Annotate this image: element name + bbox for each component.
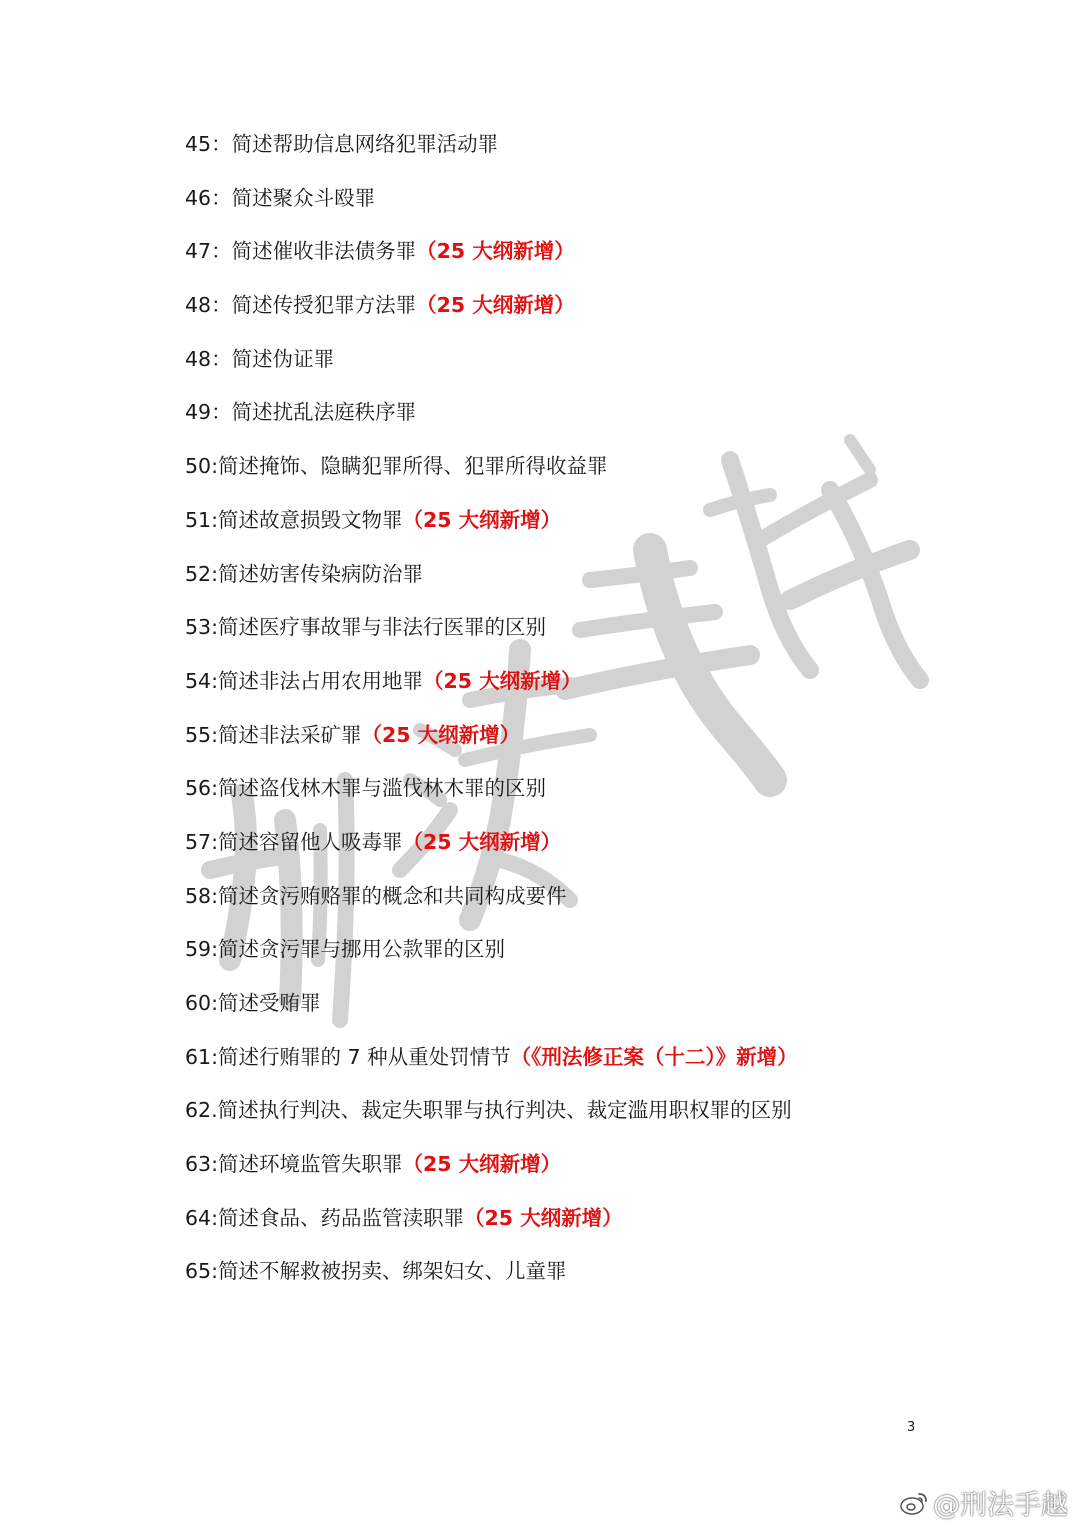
item-number: 62. [185, 1098, 218, 1123]
list-item [185, 1138, 798, 1192]
item-number: 48： [185, 346, 232, 371]
list-item [185, 440, 798, 494]
list-item [185, 709, 798, 763]
list-item [185, 118, 798, 172]
item-text: 简述伪证罪 [231, 346, 335, 371]
item-number: 56: [185, 776, 218, 801]
item-number: 65: [185, 1259, 218, 1284]
item-number: 55: [185, 722, 218, 747]
item-tag: （25 大纲新增） [402, 507, 562, 532]
item-text: 简述帮助信息网络犯罪活动罪 [231, 132, 499, 156]
item-text: 简述催收非法债务罪 [231, 239, 417, 264]
item-text: 简述不解救被拐卖、绑架妇女、儿童罪 [218, 1259, 567, 1284]
question-list [185, 118, 798, 1299]
item-text: 简述医疗事故罪与非法行医罪的区别 [218, 615, 546, 640]
item-text: 简述贪污罪与挪用公款罪的区别 [218, 937, 505, 962]
item-tag: （《刑法修正案（十二）》新增） [510, 1044, 798, 1069]
list-item [185, 1031, 798, 1085]
item-number: 61: [185, 1044, 218, 1069]
list-item [185, 386, 798, 440]
list-item [185, 1192, 798, 1246]
item-text: 简述传授犯罪方法罪 [231, 293, 417, 318]
item-number: 48： [185, 293, 232, 318]
item-number: 53: [185, 615, 218, 640]
item-text: 简述故意损毁文物罪 [218, 507, 403, 532]
item-tag: （25 大纲新增） [402, 829, 562, 854]
page-number: 3 [907, 1420, 916, 1435]
weibo-logo-icon [899, 1490, 929, 1516]
item-number: 60: [185, 991, 218, 1015]
item-number: 57: [185, 829, 218, 854]
item-tag: （25 大纲新增） [402, 1152, 562, 1177]
item-number: 50: [185, 454, 218, 479]
item-text: 简述环境监管失职罪 [218, 1152, 403, 1177]
item-tag: （25 大纲新增） [464, 1205, 623, 1230]
item-text: 简述聚众斗殴罪 [231, 185, 376, 210]
item-text: 简述扰乱法庭秩序罪 [231, 400, 417, 425]
item-number: 59: [185, 937, 218, 962]
list-item [185, 172, 798, 226]
item-number: 46： [185, 185, 232, 210]
item-number: 47： [185, 239, 232, 264]
item-number: 63: [185, 1152, 218, 1177]
item-text: 简述食品、药品监管渎职罪 [218, 1205, 464, 1230]
list-item [185, 601, 798, 655]
weibo-handle: @刑法手越 [933, 1490, 1068, 1521]
list-item [185, 1084, 798, 1138]
item-text: 简述非法占用农用地罪 [218, 668, 423, 693]
item-number: 58: [185, 883, 218, 908]
item-text: 简述执行判决、裁定失职罪与执行判决、裁定滥用职权罪的区别 [217, 1098, 792, 1123]
item-number: 45： [185, 132, 232, 156]
item-number: 54: [185, 668, 218, 693]
item-text: 简述妨害传染病防治罪 [218, 561, 423, 586]
item-text: 简述行贿罪的 7 种从重处罚情节 [218, 1044, 511, 1069]
item-tag: （25 大纲新增） [423, 668, 582, 693]
item-number: 64: [185, 1205, 218, 1230]
item-text: 简述盗伐林木罪与滥伐林木罪的区别 [218, 776, 546, 801]
item-tag: （25 大纲新增） [416, 293, 575, 318]
item-text: 简述掩饰、隐瞒犯罪所得、犯罪所得收益罪 [218, 454, 608, 479]
item-number: 49： [185, 400, 232, 425]
list-item [185, 977, 798, 1031]
list-item [185, 1245, 798, 1299]
list-item [185, 494, 798, 548]
item-number: 52: [185, 561, 218, 586]
list-item [185, 333, 798, 387]
list-item [185, 923, 798, 977]
list-item [185, 870, 798, 924]
item-text: 简述贪污贿赂罪的概念和共同构成要件 [218, 883, 567, 908]
list-item [185, 816, 798, 870]
item-text: 简述非法采矿罪 [218, 722, 362, 747]
item-text: 简述受贿罪 [218, 991, 321, 1015]
list-item [185, 279, 798, 333]
weibo-watermark [899, 1483, 1068, 1522]
list-item [185, 655, 798, 709]
list-item [185, 225, 798, 279]
item-number: 51: [185, 507, 218, 532]
item-tag: （25 大纲新增） [361, 722, 521, 747]
list-item [185, 762, 798, 816]
item-tag: （25 大纲新增） [416, 239, 575, 264]
item-text: 简述容留他人吸毒罪 [218, 829, 403, 854]
list-item [185, 548, 798, 602]
